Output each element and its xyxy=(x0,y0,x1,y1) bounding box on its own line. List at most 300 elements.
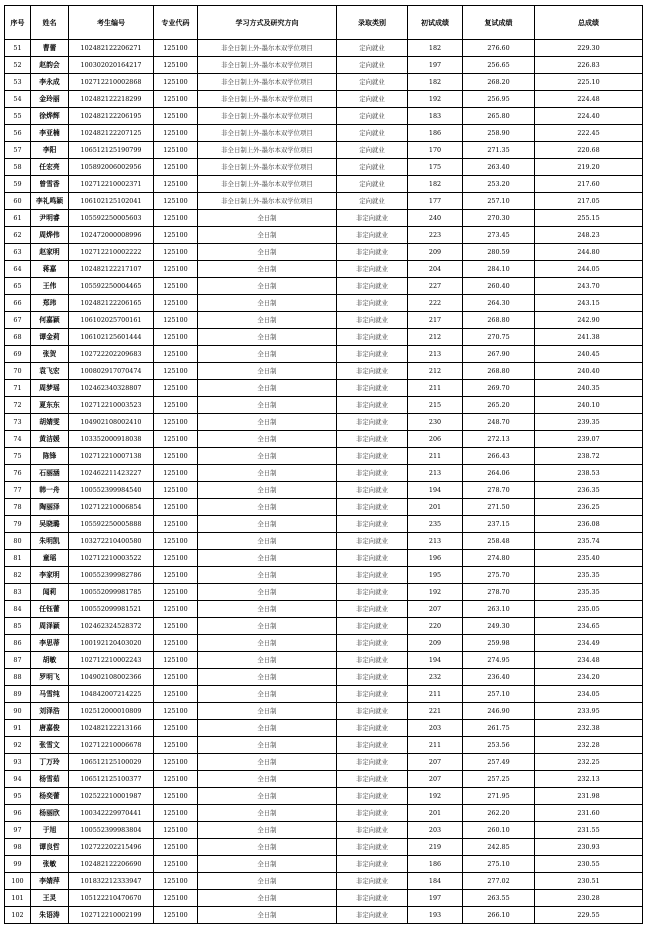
cell-study-mode: 全日制 xyxy=(198,873,337,890)
table-row xyxy=(5,516,643,533)
table-row xyxy=(5,465,643,482)
table-row xyxy=(5,856,643,873)
header-exam-id: 考生编号 xyxy=(69,6,154,40)
cell-name: 唐嘉俊 xyxy=(31,720,69,737)
cell-study-mode: 非全日制上外-墨尔本双学位项目 xyxy=(198,108,337,125)
cell-major-code: 125100 xyxy=(154,686,198,703)
cell-index: 77 xyxy=(5,482,31,499)
table-row xyxy=(5,380,643,397)
cell-initial-score: 197 xyxy=(408,57,463,74)
cell-exam-id: 100552399982786 xyxy=(69,567,154,584)
cell-exam-id: 106102125601444 xyxy=(69,329,154,346)
cell-major-code: 125100 xyxy=(154,159,198,176)
cell-initial-score: 177 xyxy=(408,193,463,210)
cell-retest-score: 274.80 xyxy=(463,550,535,567)
cell-total-score: 230.55 xyxy=(535,856,643,873)
cell-exam-id: 102712210002199 xyxy=(69,907,154,924)
cell-name: 任钰蕾 xyxy=(31,601,69,618)
cell-total-score: 241.38 xyxy=(535,329,643,346)
table-row xyxy=(5,193,643,210)
cell-retest-score: 275.70 xyxy=(463,567,535,584)
cell-index: 54 xyxy=(5,91,31,108)
cell-admission-category: 非定向就业 xyxy=(337,414,408,431)
table-row xyxy=(5,142,643,159)
table-row xyxy=(5,686,643,703)
cell-total-score: 220.68 xyxy=(535,142,643,159)
cell-initial-score: 211 xyxy=(408,380,463,397)
table-row xyxy=(5,703,643,720)
cell-admission-category: 定向就业 xyxy=(337,193,408,210)
cell-exam-id: 106512125190799 xyxy=(69,142,154,159)
cell-admission-category: 非定向就业 xyxy=(337,788,408,805)
table-header-row xyxy=(5,6,643,40)
cell-major-code: 125100 xyxy=(154,516,198,533)
cell-index: 88 xyxy=(5,669,31,686)
cell-index: 66 xyxy=(5,295,31,312)
cell-total-score: 231.60 xyxy=(535,805,643,822)
cell-total-score: 239.07 xyxy=(535,431,643,448)
cell-exam-id: 104902108002410 xyxy=(69,414,154,431)
cell-admission-category: 定向就业 xyxy=(337,176,408,193)
cell-index: 80 xyxy=(5,533,31,550)
cell-index: 101 xyxy=(5,890,31,907)
table-row xyxy=(5,788,643,805)
cell-initial-score: 212 xyxy=(408,363,463,380)
cell-index: 55 xyxy=(5,108,31,125)
cell-initial-score: 215 xyxy=(408,397,463,414)
cell-exam-id: 102462211423227 xyxy=(69,465,154,482)
cell-major-code: 125100 xyxy=(154,329,198,346)
cell-name: 谭良哲 xyxy=(31,839,69,856)
cell-exam-id: 102462340328807 xyxy=(69,380,154,397)
cell-admission-category: 非定向就业 xyxy=(337,805,408,822)
cell-index: 78 xyxy=(5,499,31,516)
table-row xyxy=(5,890,643,907)
cell-index: 89 xyxy=(5,686,31,703)
cell-admission-category: 定向就业 xyxy=(337,40,408,57)
cell-study-mode: 全日制 xyxy=(198,312,337,329)
cell-name: 周梦瑶 xyxy=(31,380,69,397)
table-row xyxy=(5,431,643,448)
cell-initial-score: 207 xyxy=(408,601,463,618)
cell-exam-id: 102482122213166 xyxy=(69,720,154,737)
cell-initial-score: 219 xyxy=(408,839,463,856)
admission-table xyxy=(4,5,643,924)
cell-total-score: 231.55 xyxy=(535,822,643,839)
cell-retest-score: 274.95 xyxy=(463,652,535,669)
cell-exam-id: 102712210002222 xyxy=(69,244,154,261)
cell-total-score: 244.05 xyxy=(535,261,643,278)
cell-total-score: 234.20 xyxy=(535,669,643,686)
cell-initial-score: 207 xyxy=(408,771,463,788)
cell-name: 周泽颖 xyxy=(31,618,69,635)
cell-retest-score: 284.10 xyxy=(463,261,535,278)
cell-major-code: 125100 xyxy=(154,448,198,465)
cell-admission-category: 定向就业 xyxy=(337,108,408,125)
cell-major-code: 125100 xyxy=(154,771,198,788)
cell-name: 周烨伟 xyxy=(31,227,69,244)
table-row xyxy=(5,550,643,567)
cell-admission-category: 非定向就业 xyxy=(337,227,408,244)
cell-initial-score: 196 xyxy=(408,550,463,567)
cell-retest-score: 242.85 xyxy=(463,839,535,856)
cell-index: 70 xyxy=(5,363,31,380)
cell-initial-score: 213 xyxy=(408,465,463,482)
cell-retest-score: 260.10 xyxy=(463,822,535,839)
cell-name: 张雪文 xyxy=(31,737,69,754)
header-index: 序号 xyxy=(5,6,31,40)
cell-exam-id: 105122210470670 xyxy=(69,890,154,907)
cell-retest-score: 259.98 xyxy=(463,635,535,652)
cell-admission-category: 非定向就业 xyxy=(337,890,408,907)
cell-exam-id: 100342229970441 xyxy=(69,805,154,822)
cell-admission-category: 非定向就业 xyxy=(337,584,408,601)
cell-study-mode: 全日制 xyxy=(198,584,337,601)
cell-exam-id: 106512125100377 xyxy=(69,771,154,788)
cell-index: 63 xyxy=(5,244,31,261)
cell-index: 99 xyxy=(5,856,31,873)
cell-total-score: 230.51 xyxy=(535,873,643,890)
cell-major-code: 125100 xyxy=(154,533,198,550)
cell-study-mode: 全日制 xyxy=(198,397,337,414)
cell-name: 尹明睿 xyxy=(31,210,69,227)
cell-exam-id: 102482122206165 xyxy=(69,295,154,312)
cell-admission-category: 非定向就业 xyxy=(337,550,408,567)
cell-admission-category: 非定向就业 xyxy=(337,482,408,499)
table-row xyxy=(5,159,643,176)
cell-retest-score: 278.70 xyxy=(463,584,535,601)
cell-total-score: 236.08 xyxy=(535,516,643,533)
cell-retest-score: 265.80 xyxy=(463,108,535,125)
cell-initial-score: 230 xyxy=(408,414,463,431)
cell-total-score: 242.90 xyxy=(535,312,643,329)
cell-name: 于旭 xyxy=(31,822,69,839)
cell-study-mode: 非全日制上外-墨尔本双学位项目 xyxy=(198,142,337,159)
table-row xyxy=(5,176,643,193)
cell-name: 谭金莉 xyxy=(31,329,69,346)
cell-name: 李礼鸣颖 xyxy=(31,193,69,210)
cell-initial-score: 213 xyxy=(408,533,463,550)
table-row xyxy=(5,533,643,550)
cell-retest-score: 246.90 xyxy=(463,703,535,720)
cell-name: 吴晓璐 xyxy=(31,516,69,533)
cell-exam-id: 102712210002868 xyxy=(69,74,154,91)
table-row xyxy=(5,584,643,601)
cell-study-mode: 全日制 xyxy=(198,448,337,465)
cell-major-code: 125100 xyxy=(154,669,198,686)
cell-retest-score: 236.40 xyxy=(463,669,535,686)
cell-study-mode: 全日制 xyxy=(198,533,337,550)
cell-retest-score: 262.20 xyxy=(463,805,535,822)
cell-exam-id: 100192120403020 xyxy=(69,635,154,652)
cell-major-code: 125100 xyxy=(154,193,198,210)
cell-initial-score: 192 xyxy=(408,788,463,805)
cell-exam-id: 102712210006678 xyxy=(69,737,154,754)
cell-exam-id: 102482122206195 xyxy=(69,108,154,125)
cell-study-mode: 全日制 xyxy=(198,567,337,584)
cell-major-code: 125100 xyxy=(154,40,198,57)
cell-total-score: 234.65 xyxy=(535,618,643,635)
cell-exam-id: 100302020164217 xyxy=(69,57,154,74)
cell-index: 100 xyxy=(5,873,31,890)
cell-admission-category: 非定向就业 xyxy=(337,652,408,669)
cell-name: 朱明凯 xyxy=(31,533,69,550)
cell-index: 76 xyxy=(5,465,31,482)
cell-admission-category: 非定向就业 xyxy=(337,822,408,839)
cell-name: 杨奕蕾 xyxy=(31,788,69,805)
cell-name: 朱语涛 xyxy=(31,907,69,924)
cell-exam-id: 106102025700161 xyxy=(69,312,154,329)
cell-retest-score: 256.65 xyxy=(463,57,535,74)
cell-initial-score: 170 xyxy=(408,142,463,159)
cell-study-mode: 非全日制上外-墨尔本双学位项目 xyxy=(198,74,337,91)
cell-exam-id: 102482122207125 xyxy=(69,125,154,142)
cell-index: 86 xyxy=(5,635,31,652)
cell-study-mode: 全日制 xyxy=(198,754,337,771)
cell-study-mode: 非全日制上外-墨尔本双学位项目 xyxy=(198,40,337,57)
cell-major-code: 125100 xyxy=(154,601,198,618)
cell-major-code: 125100 xyxy=(154,822,198,839)
cell-study-mode: 全日制 xyxy=(198,907,337,924)
cell-name: 韩一舟 xyxy=(31,482,69,499)
cell-study-mode: 全日制 xyxy=(198,414,337,431)
cell-major-code: 125100 xyxy=(154,567,198,584)
cell-name: 王伟 xyxy=(31,278,69,295)
table-row xyxy=(5,329,643,346)
table-row xyxy=(5,805,643,822)
cell-name: 李家明 xyxy=(31,567,69,584)
cell-exam-id: 100552399983804 xyxy=(69,822,154,839)
cell-major-code: 125100 xyxy=(154,635,198,652)
cell-major-code: 125100 xyxy=(154,618,198,635)
cell-exam-id: 106512125100029 xyxy=(69,754,154,771)
cell-name: 张贺 xyxy=(31,346,69,363)
cell-name: 胡婧雯 xyxy=(31,414,69,431)
cell-retest-score: 257.10 xyxy=(463,193,535,210)
header-admission-category: 录取类别 xyxy=(337,6,408,40)
cell-index: 90 xyxy=(5,703,31,720)
cell-initial-score: 232 xyxy=(408,669,463,686)
cell-study-mode: 全日制 xyxy=(198,805,337,822)
cell-retest-score: 257.25 xyxy=(463,771,535,788)
cell-initial-score: 182 xyxy=(408,74,463,91)
cell-total-score: 240.40 xyxy=(535,363,643,380)
cell-admission-category: 非定向就业 xyxy=(337,754,408,771)
cell-major-code: 125100 xyxy=(154,431,198,448)
cell-name: 李思蒂 xyxy=(31,635,69,652)
cell-retest-score: 268.20 xyxy=(463,74,535,91)
cell-major-code: 125100 xyxy=(154,346,198,363)
cell-exam-id: 100552399984540 xyxy=(69,482,154,499)
cell-admission-category: 非定向就业 xyxy=(337,856,408,873)
cell-retest-score: 263.10 xyxy=(463,601,535,618)
cell-total-score: 226.83 xyxy=(535,57,643,74)
cell-initial-score: 213 xyxy=(408,346,463,363)
cell-initial-score: 235 xyxy=(408,516,463,533)
cell-major-code: 125100 xyxy=(154,414,198,431)
cell-admission-category: 定向就业 xyxy=(337,74,408,91)
cell-name: 胡敏 xyxy=(31,652,69,669)
cell-major-code: 125100 xyxy=(154,465,198,482)
cell-major-code: 125100 xyxy=(154,584,198,601)
cell-study-mode: 全日制 xyxy=(198,465,337,482)
cell-admission-category: 非定向就业 xyxy=(337,244,408,261)
cell-index: 84 xyxy=(5,601,31,618)
cell-major-code: 125100 xyxy=(154,363,198,380)
cell-total-score: 232.13 xyxy=(535,771,643,788)
admission-list-sheet xyxy=(4,5,642,924)
table-row xyxy=(5,839,643,856)
cell-exam-id: 102722202209683 xyxy=(69,346,154,363)
cell-index: 57 xyxy=(5,142,31,159)
cell-exam-id: 105592250004465 xyxy=(69,278,154,295)
cell-retest-score: 273.45 xyxy=(463,227,535,244)
cell-major-code: 125100 xyxy=(154,380,198,397)
cell-exam-id: 104902108002366 xyxy=(69,669,154,686)
cell-total-score: 248.23 xyxy=(535,227,643,244)
cell-major-code: 125100 xyxy=(154,176,198,193)
cell-retest-score: 270.30 xyxy=(463,210,535,227)
cell-study-mode: 全日制 xyxy=(198,618,337,635)
header-major-code: 专业代码 xyxy=(154,6,198,40)
cell-initial-score: 175 xyxy=(408,159,463,176)
table-row xyxy=(5,210,643,227)
cell-retest-score: 260.40 xyxy=(463,278,535,295)
cell-exam-id: 102482122206271 xyxy=(69,40,154,57)
cell-major-code: 125100 xyxy=(154,737,198,754)
cell-total-score: 240.35 xyxy=(535,380,643,397)
cell-study-mode: 全日制 xyxy=(198,737,337,754)
cell-major-code: 125100 xyxy=(154,839,198,856)
cell-retest-score: 257.49 xyxy=(463,754,535,771)
cell-exam-id: 102722202215496 xyxy=(69,839,154,856)
cell-total-score: 238.53 xyxy=(535,465,643,482)
cell-admission-category: 非定向就业 xyxy=(337,363,408,380)
cell-retest-score: 263.55 xyxy=(463,890,535,907)
cell-total-score: 243.70 xyxy=(535,278,643,295)
table-row xyxy=(5,601,643,618)
cell-retest-score: 257.10 xyxy=(463,686,535,703)
table-row xyxy=(5,652,643,669)
cell-initial-score: 195 xyxy=(408,567,463,584)
cell-admission-category: 非定向就业 xyxy=(337,431,408,448)
cell-admission-category: 非定向就业 xyxy=(337,873,408,890)
cell-total-score: 234.48 xyxy=(535,652,643,669)
cell-study-mode: 全日制 xyxy=(198,601,337,618)
cell-total-score: 232.28 xyxy=(535,737,643,754)
cell-admission-category: 定向就业 xyxy=(337,57,408,74)
cell-admission-category: 非定向就业 xyxy=(337,397,408,414)
table-row xyxy=(5,108,643,125)
cell-study-mode: 全日制 xyxy=(198,890,337,907)
cell-name: 李阳 xyxy=(31,142,69,159)
cell-exam-id: 102472000008996 xyxy=(69,227,154,244)
cell-index: 71 xyxy=(5,380,31,397)
cell-index: 53 xyxy=(5,74,31,91)
cell-admission-category: 非定向就业 xyxy=(337,618,408,635)
cell-initial-score: 182 xyxy=(408,40,463,57)
cell-initial-score: 223 xyxy=(408,227,463,244)
cell-major-code: 125100 xyxy=(154,873,198,890)
cell-exam-id: 103272210400580 xyxy=(69,533,154,550)
table-row xyxy=(5,754,643,771)
cell-exam-id: 102512000010809 xyxy=(69,703,154,720)
cell-major-code: 125100 xyxy=(154,499,198,516)
table-row xyxy=(5,414,643,431)
cell-retest-score: 278.70 xyxy=(463,482,535,499)
cell-admission-category: 非定向就业 xyxy=(337,635,408,652)
cell-admission-category: 定向就业 xyxy=(337,142,408,159)
cell-initial-score: 186 xyxy=(408,125,463,142)
cell-retest-score: 266.10 xyxy=(463,907,535,924)
cell-name: 罗明飞 xyxy=(31,669,69,686)
cell-index: 64 xyxy=(5,261,31,278)
cell-name: 曾雪香 xyxy=(31,176,69,193)
cell-name: 李婧萍 xyxy=(31,873,69,890)
table-row xyxy=(5,737,643,754)
cell-study-mode: 全日制 xyxy=(198,227,337,244)
table-row xyxy=(5,227,643,244)
cell-name: 赵韵会 xyxy=(31,57,69,74)
cell-retest-score: 249.30 xyxy=(463,618,535,635)
cell-index: 75 xyxy=(5,448,31,465)
cell-exam-id: 105592250005603 xyxy=(69,210,154,227)
cell-retest-score: 277.02 xyxy=(463,873,535,890)
cell-name: 郑玮 xyxy=(31,295,69,312)
table-row xyxy=(5,278,643,295)
cell-name: 任宏亮 xyxy=(31,159,69,176)
cell-admission-category: 定向就业 xyxy=(337,159,408,176)
cell-index: 83 xyxy=(5,584,31,601)
cell-total-score: 222.45 xyxy=(535,125,643,142)
cell-index: 52 xyxy=(5,57,31,74)
cell-study-mode: 全日制 xyxy=(198,363,337,380)
cell-initial-score: 201 xyxy=(408,805,463,822)
cell-index: 87 xyxy=(5,652,31,669)
cell-exam-id: 103352000918038 xyxy=(69,431,154,448)
table-row xyxy=(5,346,643,363)
cell-major-code: 125100 xyxy=(154,57,198,74)
cell-index: 79 xyxy=(5,516,31,533)
cell-total-score: 233.95 xyxy=(535,703,643,720)
cell-index: 98 xyxy=(5,839,31,856)
cell-exam-id: 102712210003523 xyxy=(69,397,154,414)
cell-initial-score: 204 xyxy=(408,261,463,278)
cell-admission-category: 非定向就业 xyxy=(337,448,408,465)
header-name: 姓名 xyxy=(31,6,69,40)
cell-total-score: 238.72 xyxy=(535,448,643,465)
cell-study-mode: 全日制 xyxy=(198,686,337,703)
table-body xyxy=(5,40,643,924)
cell-study-mode: 非全日制上外-墨尔本双学位项目 xyxy=(198,91,337,108)
cell-name: 张敏 xyxy=(31,856,69,873)
cell-index: 67 xyxy=(5,312,31,329)
cell-study-mode: 全日制 xyxy=(198,244,337,261)
cell-study-mode: 全日制 xyxy=(198,329,337,346)
cell-initial-score: 211 xyxy=(408,737,463,754)
cell-name: 李亚楠 xyxy=(31,125,69,142)
cell-major-code: 125100 xyxy=(154,261,198,278)
cell-total-score: 243.15 xyxy=(535,295,643,312)
cell-admission-category: 非定向就业 xyxy=(337,771,408,788)
cell-exam-id: 106102125102041 xyxy=(69,193,154,210)
cell-total-score: 235.74 xyxy=(535,533,643,550)
cell-initial-score: 221 xyxy=(408,703,463,720)
cell-total-score: 235.40 xyxy=(535,550,643,567)
cell-index: 91 xyxy=(5,720,31,737)
cell-major-code: 125100 xyxy=(154,278,198,295)
table-row xyxy=(5,669,643,686)
